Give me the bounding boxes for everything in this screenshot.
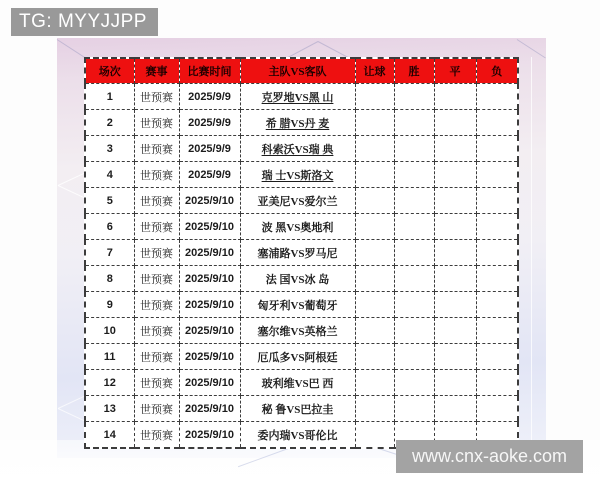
match-schedule-table xyxy=(84,57,519,449)
teams-cell: 厄瓜多VS阿根廷 xyxy=(240,344,355,370)
match-time-cell: 2025/9/10 xyxy=(179,344,240,370)
win-odds-cell xyxy=(394,214,434,240)
draw-odds-cell xyxy=(434,370,476,396)
header-win: 胜 xyxy=(394,58,434,84)
win-odds-cell xyxy=(394,188,434,214)
event-cell: 世预赛 xyxy=(134,84,179,110)
handicap-cell xyxy=(355,240,394,266)
match-time-cell: 2025/9/10 xyxy=(179,292,240,318)
event-cell: 世预赛 xyxy=(134,110,179,136)
match-time-cell: 2025/9/9 xyxy=(179,136,240,162)
teams-cell: 希 腊VS丹 麦 xyxy=(240,110,355,136)
site-watermark: www.cnx-aoke.com xyxy=(396,440,583,473)
win-odds-cell xyxy=(394,292,434,318)
lose-odds-cell xyxy=(476,266,518,292)
win-odds-cell xyxy=(394,318,434,344)
match-number-cell: 1 xyxy=(85,84,134,110)
lose-odds-cell xyxy=(476,396,518,422)
table-row xyxy=(85,266,518,292)
match-time-cell: 2025/9/10 xyxy=(179,188,240,214)
header-lose: 负 xyxy=(476,58,518,84)
match-time-cell: 2025/9/10 xyxy=(179,370,240,396)
table-row xyxy=(85,110,518,136)
match-table-body xyxy=(85,84,518,449)
header-match-time: 比赛时间 xyxy=(179,58,240,84)
teams-cell: 克罗地VS黑 山 xyxy=(240,84,355,110)
teams-cell: 亚美尼VS爱尔兰 xyxy=(240,188,355,214)
teams-cell: 法 国VS冰 岛 xyxy=(240,266,355,292)
handicap-cell xyxy=(355,318,394,344)
table-row xyxy=(85,318,518,344)
handicap-cell xyxy=(355,84,394,110)
header-match-no: 场次 xyxy=(85,58,134,84)
match-number-cell: 14 xyxy=(85,422,134,449)
win-odds-cell xyxy=(394,370,434,396)
header-handicap: 让球 xyxy=(355,58,394,84)
table-row xyxy=(85,240,518,266)
event-cell: 世预赛 xyxy=(134,422,179,449)
win-odds-cell xyxy=(394,240,434,266)
tg-contact-banner: TG: MYYJJPP xyxy=(11,8,158,36)
draw-odds-cell xyxy=(434,188,476,214)
bg-fold-line xyxy=(531,57,532,440)
handicap-cell xyxy=(355,370,394,396)
table-row xyxy=(85,188,518,214)
lose-odds-cell xyxy=(476,188,518,214)
match-number-cell: 2 xyxy=(85,110,134,136)
handicap-cell xyxy=(355,214,394,240)
lose-odds-cell xyxy=(476,240,518,266)
header-event: 赛事 xyxy=(134,58,179,84)
draw-odds-cell xyxy=(434,240,476,266)
table-row xyxy=(85,84,518,110)
draw-odds-cell xyxy=(434,344,476,370)
match-number-cell: 9 xyxy=(85,292,134,318)
draw-odds-cell xyxy=(434,266,476,292)
event-cell: 世预赛 xyxy=(134,396,179,422)
teams-cell: 玻利维VS巴 西 xyxy=(240,370,355,396)
win-odds-cell xyxy=(394,266,434,292)
win-odds-cell xyxy=(394,110,434,136)
match-time-cell: 2025/9/9 xyxy=(179,162,240,188)
win-odds-cell xyxy=(394,162,434,188)
table-row xyxy=(85,136,518,162)
teams-cell: 塞浦路VS罗马尼 xyxy=(240,240,355,266)
event-cell: 世预赛 xyxy=(134,214,179,240)
match-number-cell: 6 xyxy=(85,214,134,240)
match-number-cell: 13 xyxy=(85,396,134,422)
match-number-cell: 5 xyxy=(85,188,134,214)
event-cell: 世预赛 xyxy=(134,266,179,292)
match-number-cell: 11 xyxy=(85,344,134,370)
event-cell: 世预赛 xyxy=(134,162,179,188)
handicap-cell xyxy=(355,110,394,136)
match-time-cell: 2025/9/9 xyxy=(179,110,240,136)
event-cell: 世预赛 xyxy=(134,318,179,344)
win-odds-cell xyxy=(394,136,434,162)
handicap-cell xyxy=(355,422,394,449)
table-row xyxy=(85,344,518,370)
draw-odds-cell xyxy=(434,136,476,162)
handicap-cell xyxy=(355,136,394,162)
draw-odds-cell xyxy=(434,162,476,188)
event-cell: 世预赛 xyxy=(134,136,179,162)
lose-odds-cell xyxy=(476,318,518,344)
handicap-cell xyxy=(355,266,394,292)
lose-odds-cell xyxy=(476,344,518,370)
match-time-cell: 2025/9/9 xyxy=(179,84,240,110)
match-time-cell: 2025/9/10 xyxy=(179,240,240,266)
header-draw: 平 xyxy=(434,58,476,84)
handicap-cell xyxy=(355,292,394,318)
draw-odds-cell xyxy=(434,110,476,136)
table-row xyxy=(85,292,518,318)
handicap-cell xyxy=(355,396,394,422)
handicap-cell xyxy=(355,344,394,370)
match-time-cell: 2025/9/10 xyxy=(179,422,240,449)
teams-cell: 瑞 士VS斯洛文 xyxy=(240,162,355,188)
teams-cell: 科索沃VS瑞 典 xyxy=(240,136,355,162)
draw-odds-cell xyxy=(434,214,476,240)
teams-cell: 匈牙利VS葡萄牙 xyxy=(240,292,355,318)
match-number-cell: 8 xyxy=(85,266,134,292)
match-number-cell: 4 xyxy=(85,162,134,188)
lose-odds-cell xyxy=(476,162,518,188)
match-number-cell: 7 xyxy=(85,240,134,266)
win-odds-cell xyxy=(394,396,434,422)
table-row xyxy=(85,396,518,422)
event-cell: 世预赛 xyxy=(134,188,179,214)
win-odds-cell xyxy=(394,344,434,370)
teams-cell: 秘 鲁VS巴拉圭 xyxy=(240,396,355,422)
draw-odds-cell xyxy=(434,84,476,110)
event-cell: 世预赛 xyxy=(134,344,179,370)
lose-odds-cell xyxy=(476,136,518,162)
event-cell: 世预赛 xyxy=(134,292,179,318)
teams-cell: 波 黑VS奥地利 xyxy=(240,214,355,240)
event-cell: 世预赛 xyxy=(134,240,179,266)
table-header-row xyxy=(85,58,518,84)
win-odds-cell xyxy=(394,84,434,110)
match-number-cell: 12 xyxy=(85,370,134,396)
handicap-cell xyxy=(355,162,394,188)
match-time-cell: 2025/9/10 xyxy=(179,396,240,422)
match-number-cell: 3 xyxy=(85,136,134,162)
lose-odds-cell xyxy=(476,84,518,110)
match-number-cell: 10 xyxy=(85,318,134,344)
teams-cell: 委内瑞VS哥伦比 xyxy=(240,422,355,449)
handicap-cell xyxy=(355,188,394,214)
draw-odds-cell xyxy=(434,292,476,318)
table-row xyxy=(85,162,518,188)
lose-odds-cell xyxy=(476,292,518,318)
draw-odds-cell xyxy=(434,318,476,344)
lose-odds-cell xyxy=(476,370,518,396)
table-row xyxy=(85,214,518,240)
draw-odds-cell xyxy=(434,396,476,422)
match-time-cell: 2025/9/10 xyxy=(179,214,240,240)
match-time-cell: 2025/9/10 xyxy=(179,266,240,292)
lose-odds-cell xyxy=(476,214,518,240)
table-row xyxy=(85,370,518,396)
teams-cell: 塞尔维VS英格兰 xyxy=(240,318,355,344)
header-teams: 主队VS客队 xyxy=(240,58,355,84)
lose-odds-cell xyxy=(476,110,518,136)
event-cell: 世预赛 xyxy=(134,370,179,396)
match-time-cell: 2025/9/10 xyxy=(179,318,240,344)
